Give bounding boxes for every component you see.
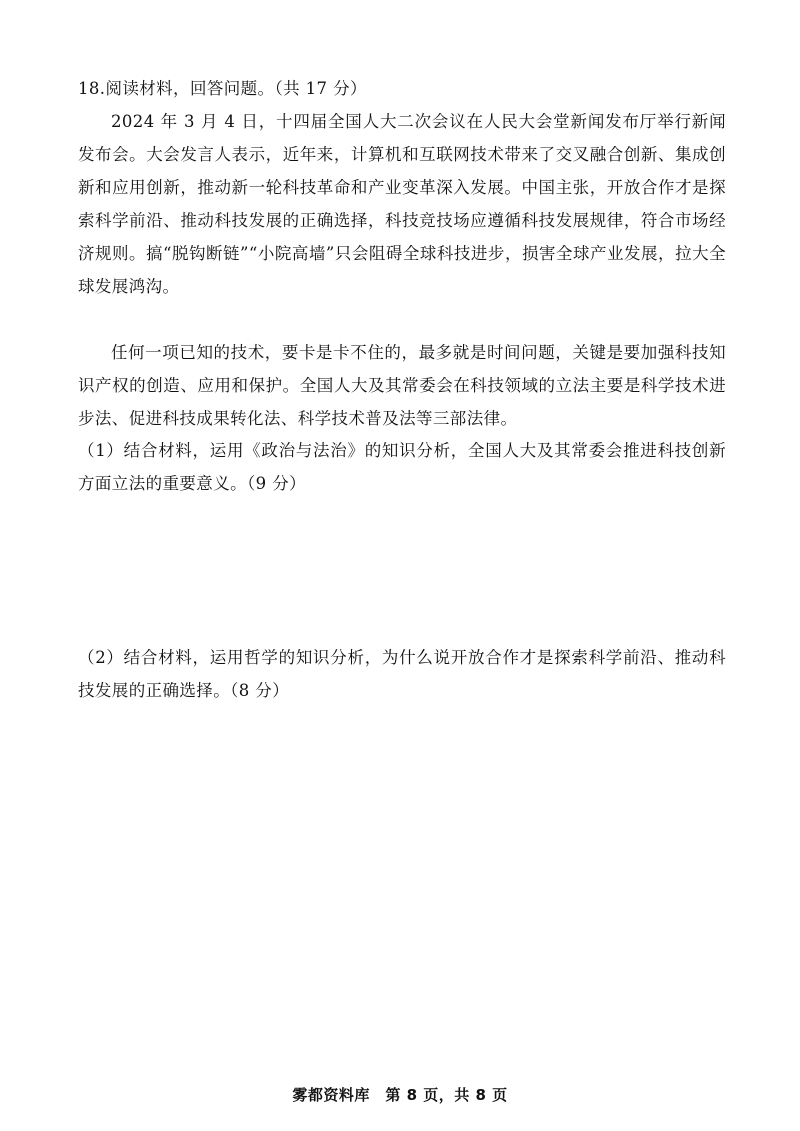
question-title: 18.阅读材料，回答问题。（共 17 分） xyxy=(78,79,367,98)
sub-question-1: （1）结合材料，运用《政治与法治》的知识分析，全国人大及其常委会推进科技创新方面立法的重要意义。（9 分） xyxy=(78,441,726,493)
material-paragraph-2: 任何一项已知的技术，要卡是卡不住的，最多就是时间问题，关键是要加强科技知识产权的创造、应用和保护。全国人大及其常委会在科技领域的立法主要是科学技术进步法、促进科技成果转化法、科学技术普及法等三部法律。 xyxy=(78,343,726,428)
sub-question-2: （2）结合材料，运用哲学的知识分析，为什么说开放合作才是探索科学前沿、推动科技发展的正确选择。（8 分） xyxy=(78,648,726,700)
page-footer: 雾都资料库 第 8 页，共 8 页 xyxy=(292,1086,508,1104)
material-paragraph-1: 2024 年 3 月 4 日，十四届全国人大二次会议在人民大会堂新闻发布厅举行新闻发布会。大会发言人表示，近年来，计算机和互联网技术带来了交叉融合创新、集成创新和应用创新，推动新一轮科技革命和产业变革深入发展。中国主张，开放合作才是探索科学前沿、推动科技发展的正确选择，科技竞技场应遵循科技发展规律，符合市场经济规则。搞“脱钩断链”“小院高墙”只会阻碍全球科技进步，损害全球产业发展，拉大全球发展鸿沟。 xyxy=(78,112,726,296)
